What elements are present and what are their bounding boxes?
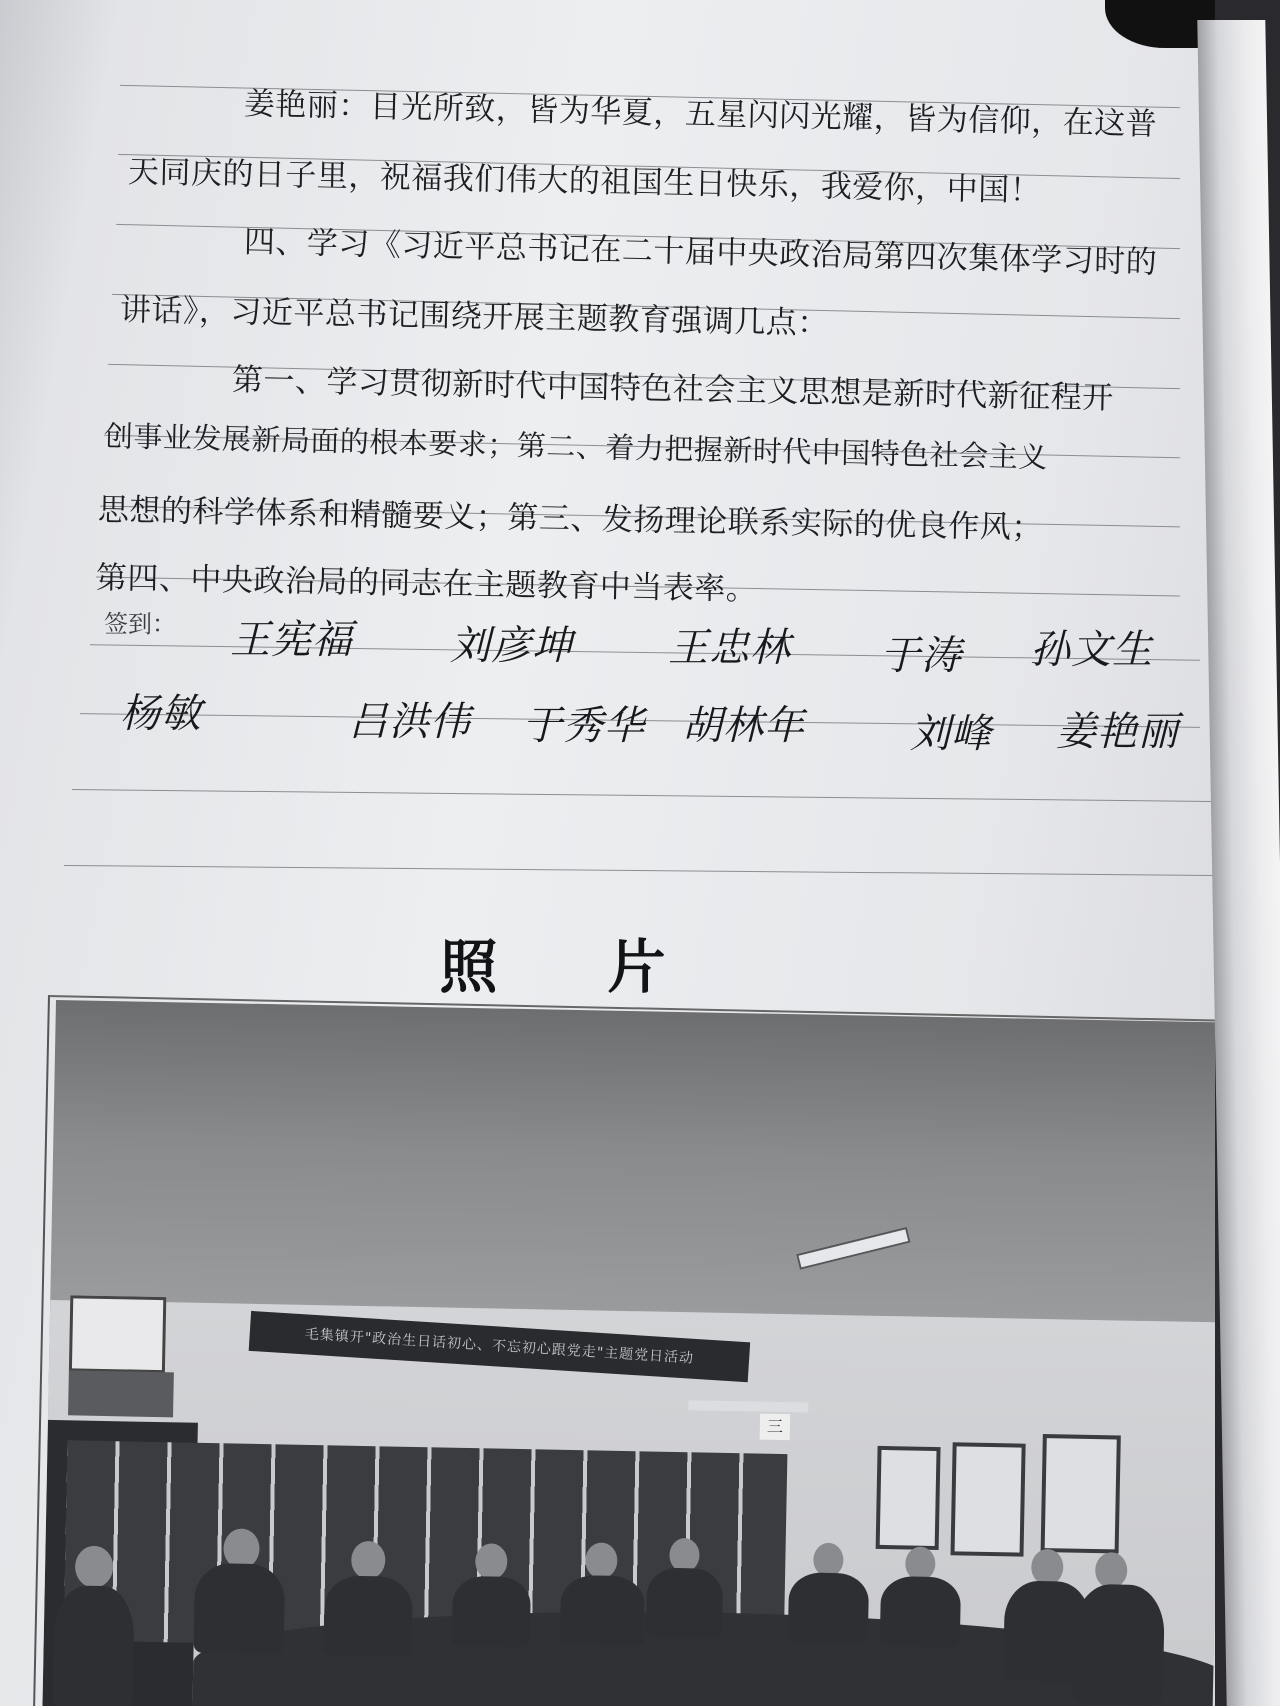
person <box>560 1575 645 1647</box>
ruled-line <box>72 789 1212 802</box>
photo-caption: 照片 <box>439 933 776 1001</box>
wall-plaque <box>69 1295 166 1373</box>
signature: 于涛 <box>880 633 962 679</box>
text-line-8: 第四、中央政治局的同志在主题教育中当表率。 <box>95 560 758 608</box>
signin-label: 签到： <box>104 611 176 638</box>
text-line-1: 姜艳丽：目光所致，皆为华夏，五星闪闪光耀，皆为信仰，在这普 <box>243 86 1158 143</box>
wall-frame <box>951 1442 1026 1556</box>
signature: 吕洪伟 <box>348 699 471 745</box>
signature: 胡林年 <box>682 703 805 749</box>
person <box>1073 1584 1165 1706</box>
signature: 姜艳丽 <box>1056 709 1179 755</box>
signature: 于秀华 <box>522 703 645 749</box>
room-number: 三 <box>760 1414 790 1441</box>
signature: 王忠林 <box>668 625 791 671</box>
signature: 王宪福 <box>230 617 353 663</box>
photo-banner: 毛集镇开"政治生日话初心、不忘初心跟党走"主题党日活动 <box>249 1311 751 1382</box>
text-line-7: 思想的科学体系和精髓要义；第三、发扬理论联系实际的优良作风； <box>97 492 1044 547</box>
person <box>323 1575 413 1657</box>
text-line-3: 四、学习《习近平总书记在二十届中央政治局第四次集体学习时的 <box>243 224 1158 281</box>
signature: 杨敏 <box>120 691 202 737</box>
person <box>452 1576 531 1647</box>
person <box>880 1576 961 1648</box>
person <box>52 1585 134 1706</box>
text-line-5: 第一、学习贯彻新时代中国特色社会主义思想是新时代新征程开 <box>231 362 1115 417</box>
signature: 孙文生 <box>1030 627 1153 673</box>
ruled-line <box>64 865 1214 876</box>
wall-sign <box>68 1370 174 1417</box>
text-line-6: 创事业发展新局面的根本要求；第二、着力把握新时代中国特色社会主义 <box>103 419 1049 475</box>
meeting-photo <box>42 1000 1215 1706</box>
ceiling-light-icon <box>796 1227 911 1270</box>
person <box>646 1567 723 1638</box>
signature: 刘峰 <box>910 711 992 757</box>
text-line-4: 讲话》，习近平总书记围绕开展主题教育强调几点： <box>119 292 830 342</box>
wall-frame <box>1041 1434 1121 1553</box>
text-line-2: 天同庆的日子里，祝福我们伟大的祖国生日快乐，我爱你，中国！ <box>127 154 1042 210</box>
person <box>193 1563 285 1655</box>
person <box>788 1572 869 1644</box>
signature: 刘彦坤 <box>450 623 573 669</box>
wall-frame <box>876 1446 941 1550</box>
